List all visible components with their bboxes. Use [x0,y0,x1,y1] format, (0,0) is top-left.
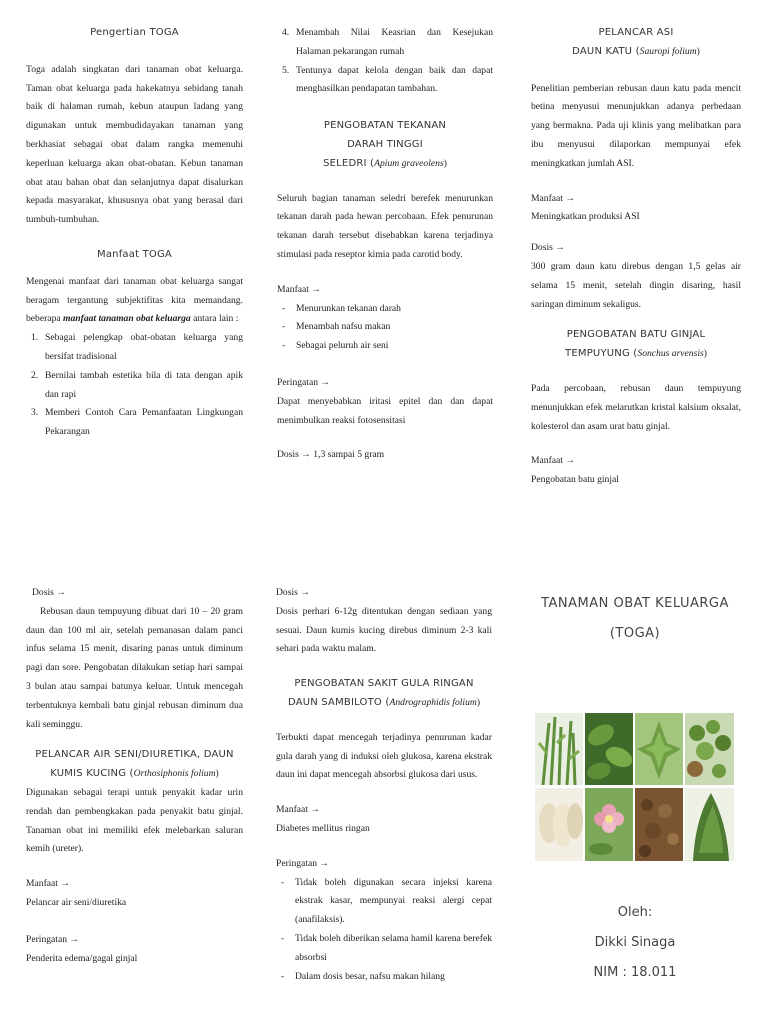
plant-tile-dried [635,788,683,861]
list-item [277,62,493,100]
list-item-text: Dalam dosis besar, nafsu makan hilang [295,970,445,982]
heading-tekanan-darah: PENGOBATAN TEKANAN DARAH TINGGI [323,120,447,150]
peringatan-list [276,874,492,987]
list-item: - Sebagai peluruh air seni [282,340,389,352]
list-number: 4. [282,27,290,38]
column-pengertian [26,24,243,442]
list-item [277,24,493,62]
peringatan-text: Penderita edema/gagal ginjal [26,952,138,964]
list-item-text: Bernilai tambah estetika bila di tata dengan apik dan rapi [45,369,243,400]
dosis-label: Dosis → [276,587,310,598]
plant-name-katu [531,43,741,62]
manfaat-label: Manfaat → [277,283,321,295]
manfaat-text: Diabetes mellitus ringan [276,822,370,834]
heading-gula-ringan: PENGOBATAN SAKIT GULA RINGAN [294,678,474,690]
list-item [26,329,243,367]
plant-tile-starfruit [635,713,683,785]
manfaat-intro-post: antara lain : [193,313,239,325]
manfaat-list-continued [277,24,493,99]
manfaat-list [26,329,243,442]
manfaat-text: Pengobatan batu ginjal [531,474,619,486]
sambiloto-description: Terbukti dapat mencegah terjadinya penurunan kadar gula darah yang di induksi oleh glukosa, karena ekstrak daun ini dapat mencegah absorbsi glukosa dari usus. [276,731,492,781]
author-block [520,898,750,988]
plant-tile-leaves [584,713,635,785]
plant-latin: Sonchus arvensis [637,348,704,360]
cover-title [520,589,750,649]
plant-name-seledri [277,155,493,174]
heading-batu-ginjal: PENGOBATAN BATU GINJAL [566,329,706,341]
author-name: Dikki Sinaga [594,935,676,950]
manfaat-intro [26,273,243,329]
medicinal-plants-photo [535,713,734,861]
manfaat-label: Manfaat → [531,455,575,467]
plant-name-sambiloto [276,694,492,713]
manfaat-label: Manfaat → [26,878,70,890]
column-sambiloto [276,584,492,986]
list-number: 5. [282,64,290,76]
list-item-text: Sebagai peluruh air seni [296,340,389,352]
plant-close: ) [443,157,447,169]
column-tekanan-darah [277,24,493,465]
manfaat-items [277,300,493,356]
author-label: Oleh: [617,905,653,920]
manfaat-text: Pelancar air seni/diuretika [26,896,127,908]
peringatan-label: Peringatan → [277,376,331,388]
tempuyung-description: Pada percobaan, rebusan daun tempuyung menunjukkan efek melarutkan kristal kalsium oksalat, kolesterol dan asam urat batu ginjal. [531,382,741,432]
peringatan-label: Peringatan → [26,933,80,945]
kumis-kucing-description: Digunakan sebagai terapi untuk penyakit kadar urin rendah dan pembengkakan pada penyakit batu ginjal. Tanaman obat ini memiliki efek melebarkan saluran kemih (ureter). [26,786,243,855]
plant-latin: Orthosiphonis folium [133,768,216,780]
dosis-text: Dosis perhari 6-12g ditentukan dengan sediaan yang sesuai. Daun kumis kucing direbus diminum 2-3 kali sehari pada waktu malam. [276,605,492,655]
plant-tile-garlic [535,788,583,861]
plant-tile-bush [685,788,734,861]
plant-name: TEMPUYUNG ( [565,348,638,360]
plant-name: DAUN KATU ( [572,45,640,57]
list-item-text: Tidak boleh digunakan secara injeksi karena ekstrak kasar, mempunyai reaksi alergi cepat (anafilaksis). [295,876,492,926]
dosis-text: 300 gram daun katu direbus dengan 1,5 gelas air selama 15 menit, setelah dingin disaring, hasil saringan diminum sekaligus. [531,260,741,310]
author-nim: NIM : 18.011 [593,965,677,980]
manfaat-text: Meningkatkan produksi ASI [531,211,640,223]
dosis-label: Dosis → [32,587,66,598]
list-number: 1. [31,332,39,344]
column-pelancar-asi [531,24,741,490]
heading-pelancar-asi: PELANCAR ASI [598,27,674,38]
manfaat-label: Manfaat → [531,192,575,204]
dosis-text: Dosis → 1,3 sampai 5 gram [277,449,385,461]
heading-text: PELANCAR AIR SENI/DIURETIKA, DAUN KUMIS KUCING ( [35,749,234,780]
katu-description: Penelitian pemberian rebusan daun katu pada mencit betina menyusui menunjukkan adanya perbedaan yang bermakna. Pada uji klinis yang melibatkan para ibu menyusui dilaporkan mempunyai efek meningkatkan jumlah ASI. [531,82,741,169]
list-item: - Dalam dosis besar, nafsu makan hilang [281,970,445,982]
list-item-text: Memberi Contoh Cara Pemanfaatan Lingkungan Pekarangan [45,407,243,438]
list-item-text: Tentunya dapat kelola dengan baik dan dapat menghasilkan pendapatan tambahan. [296,64,493,95]
heading-kumis-kucing [26,746,243,784]
list-item [26,367,243,405]
dosis-text: Rebusan daun tempuyung dibuat dari 10 – 20 gram daun dan 100 ml air, setelah pemanasan dalam panci infus selama 15 menit, disaring panas untuk diminum pagi dan sore. Pengobatan dilakukan setiap hari sampai 3 bulan atau sampai batunya keluar. Untuk mencegah terbentuknya kembali batu ginjal rebusan diminum dua kali seminggu. [26,605,243,730]
list-number: 3. [31,407,39,419]
list-item [26,404,243,442]
list-item-text: Menambah nafsu makan [296,321,391,333]
manfaat-label: Manfaat → [276,804,320,816]
section-title-pengertian: Pengertian TOGA [90,27,179,38]
cover-title-line2: (TOGA) [609,626,661,641]
plant-close: ) [703,348,707,360]
manfaat-intro-pre: Mengenai manfaat dari tanaman obat keluarga sangat beragam tergantung subjektifitas kita memandang. beberapa [26,275,243,325]
cover-title-line1: TANAMAN OBAT KELUARGA [541,596,729,611]
plant-tile-grass [535,713,583,785]
plant-name-tempuyung [531,345,741,364]
plant-tile-flower [585,788,633,861]
section-title-manfaat: Manfaat TOGA [97,248,172,260]
list-item-text: Menurunkan tekanan darah [296,302,401,314]
list-item-text: Menambah Nilai Keasrian dan Kesejukan Halaman pekarangan rumah [296,27,493,57]
plant-latin: Andrographidis folium [389,696,477,708]
peringatan-label: Peringatan → [276,857,330,869]
manfaat-intro-bold: manfaat tanaman obat keluarga [63,313,191,325]
peringatan-text: Dapat menyebabkan iritasi epitel dan dan dapat menimbulkan reaksi fotosensitasi [277,395,493,426]
list-number: 2. [31,369,39,381]
pengertian-text: Toga adalah singkatan dari tanaman obat keluarga. Taman obat keluarga pada hakekatnya sebidang tanah baik di halaman rumah, kebun ataupun ladang yang digunakan untuk membudidayakan tanaman yang berkhasiat sebagai obat dalam rangka memenuhi keperluan keluarga akan obat-obatan. Kebun tanaman obat atau bahan obat dan selanjutnya dapat disalurkan kepada masyarakat, khususnya obat yang berasal dari tumbuh-tumbuhan. [26,63,243,226]
list-item: - Tidak boleh diberikan selama hamil karena berefek absorbsi [281,932,492,963]
plant-name: DAUN SAMBILOTO ( [287,696,390,708]
list-item-text: Tidak boleh diberikan selama hamil karena berefek absorbsi [295,932,492,963]
plant-close: ) [696,45,700,57]
column-kumis-kucing [26,584,243,968]
plant-tile-herb [685,713,734,785]
seledri-description: Seluruh bagian tanaman seledri berefek menurunkan tekanan darah pada hewan percobaan. Efek penurunan tekanan darah tersebut disebabkan karena terjadinya stimulasi pada reseptor kimia pada carotid body. [277,192,493,260]
plant-latin: Apium graveolens [374,157,444,169]
list-item: - Tidak boleh digunakan secara injeksi karena ekstrak kasar, mempunyai reaksi alergi cepat (anafilaksis). [281,876,492,926]
plant-close: ) [215,768,219,780]
list-item: - Menambah nafsu makan [282,321,391,333]
list-item: - Menurunkan tekanan darah [282,302,401,314]
plant-latin: Sauropi folium [639,45,697,57]
dosis-label: Dosis → [531,242,565,254]
list-item-text: Sebagai pelengkap obat-obatan keluarga yang bersifat tradisional [45,332,243,362]
plant-close: ) [476,696,481,708]
plant-name: SELEDRI ( [323,157,375,169]
